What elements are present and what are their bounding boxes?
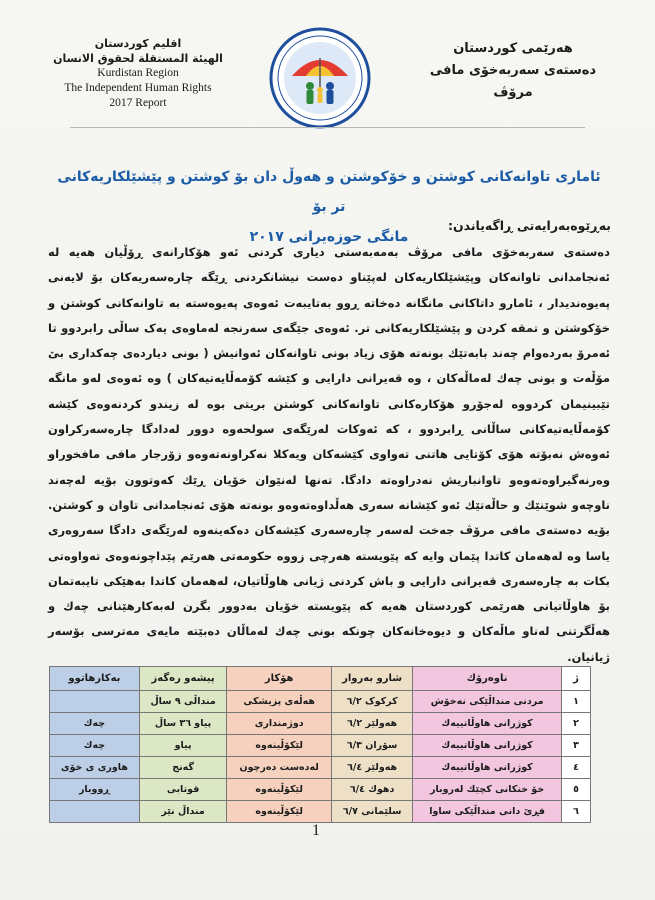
header-commission-english: The Independent Human Rights <box>64 82 212 94</box>
cell-reason: دوژمنداری <box>227 713 332 735</box>
cell-city-date: سۆران ٦/٣ <box>332 735 413 757</box>
cell-victim: قوتابی <box>139 779 227 801</box>
cell-means <box>50 691 140 713</box>
cell-city-date: دهوك ٦/٤ <box>332 779 413 801</box>
header-incident: ناوەرۆك <box>413 667 562 691</box>
cell-victim: منداڵ نێر <box>139 801 227 823</box>
cell-incident: مردنی منداڵێکی نەخۆش <box>413 691 562 713</box>
header-commission-arabic: الهيئة المستقلة لحقوق الانسان <box>53 52 223 65</box>
cell-reason: لێکۆڵینەوە <box>227 801 332 823</box>
commission-logo-icon <box>268 26 372 130</box>
cell-index: ٢ <box>562 713 591 735</box>
cell-victim: منداڵی ٩ ساڵ <box>139 691 227 713</box>
salutation: بەڕێوەبەرایەتی ڕاگەیاندن: <box>447 218 611 233</box>
cell-incident: کوژرانی هاوڵاتییەك <box>413 713 562 735</box>
cell-index: ٥ <box>562 779 591 801</box>
document-title-line-1: ئاماری تاوانەکانی کوشتن و خۆکوشتن و هەوڵ دان بۆ کوشتن و پێشێلکاریەکانی تر بۆ <box>57 169 601 215</box>
cell-reason: هەڵەی پزیشکی <box>227 691 332 713</box>
header-means: بەکارهاتوو <box>50 667 140 691</box>
table-row <box>50 735 591 757</box>
cell-incident: کوژرانی هاوڵاتییەك <box>413 735 562 757</box>
header-reason: هۆکار <box>227 667 332 691</box>
cell-index: ٣ <box>562 735 591 757</box>
header-commission-kurdish: دەستەی سەربەخۆی مافی مرۆڤ <box>429 63 597 100</box>
table-row <box>50 779 591 801</box>
table-row <box>50 713 591 735</box>
cell-city-date: هەولێر ٦/٤ <box>332 757 413 779</box>
table-row <box>50 801 591 823</box>
cell-means: هاوری ی خۆی <box>50 757 140 779</box>
document-title <box>55 162 603 252</box>
page-number: 1 <box>312 822 320 839</box>
cell-city-date: سلێمانی ٦/٧ <box>332 801 413 823</box>
cell-incident: خۆ خنکانی کچێك لەروبار <box>413 779 562 801</box>
cell-incident: کوژرانی هاوڵاتییەك <box>413 757 562 779</box>
header-divider <box>70 127 585 128</box>
cell-reason: لەدەست دەرچون <box>227 757 332 779</box>
cell-reason: لێکۆڵینەوە <box>227 779 332 801</box>
document-title-line-2: مانگی حوزەیرانی ٢٠١٧ <box>249 229 409 245</box>
cell-index: ٦ <box>562 801 591 823</box>
cell-index: ١ <box>562 691 591 713</box>
body-paragraph: دەستەی سەربەخۆی مافی مرۆڤ بەمەبەستی دیاری کردنی ئەو هۆکارانەی ڕۆڵیان هەیە لە ئەنجامدانی تاوانەکان وپێشێلکاریەکان لەپێناو دەست نیشانکردنی ڕێگە چارەسەریەکان بۆ لایەنی پەیوەندیدار ، ئامارو داتاکانی مانگانە دەخاتە ڕوو بەتایبەت ئەوەی پەیوەستە بە تاوانەکانی کوشتن و خۆکوشتن و تمقە کردن و پێشێلکاریەکانی تر. ئەوەی جێگەی سەرنجە لەماوەی یەک ساڵی رابردوو تا ئەمرۆ بەردەوام چەند بابەتێك بونەتە هۆی زیاد بونی تاوانەکان ئەوانیش ( بونی دیاردەی چەکداری بێ مۆڵەت و بونی چەك لەماڵەکان ، وە قەیرانی دارایی و کێشە کۆمەڵایەتیەکان ) وە ئەوەی لەو مانگە تێبینیمان کردووە لەجۆرو هۆکارەکانی تاوانەکانی کوشتن بریتی بوە لە زیندو کردنەوەی کێشە کۆمەڵایەتیەکانی ساڵانی ڕابردوو ، کە ئەوکات لەرێگەی سولحەوە دوور لەدادگا چارەسەرکراون ئەوەش نەبۆتە هۆی کۆتایی هاتنی تەواوی کێشەکان ویەکلا نەکراونەتەوەو زۆرجار مافی مافخوراو وەرنەگیراوەتەوەو تاوانباریش نەدراوەتە دادگا. تەنها لەنێوان خۆیان ڕێك کەوتوون بۆیە لەچەند ناوچەو شوێنێك و حاڵەتێك ئەو کێشانە سەری هەڵداوەتەوەو بونەتە هۆی ئەنجامدانی تاوان و کوشتن. بۆیە دەستەی مافی مرۆڤ جەخت لەسەر چارەسەری کێشەکان دەکەینەوە لەرێگەی دادگا سەروەری یاسا وە لەهەمان کاتدا پێمان وایە کە پێویستە هەرچی زووە حکومەتی هەرێم پێداچونەوەی تەواوەتی بکات بە چارەسەری قەیرانی دارایی و باش کردنی ژیانی هاوڵاتیان، لەهەمان کاتدا بەهێکی تایبەتمان بۆ هاوڵاتیانی هەرێمی کوردستان هەیە کە پێویستە خۆیان بەدوور بگرن لەبەکارهێنانی چەك و هەڵگرتنی لەناو ماڵەکان و دیوەخانەکان چونکە بونی چەك لەماڵان دەبێتە مایەی مەترسی بۆسەر ژیانیان. <box>48 245 610 664</box>
cell-means: ڕووبار <box>50 779 140 801</box>
header-city-date: شارو بەروار <box>332 667 413 691</box>
cell-incident: فڕێ دانی منداڵێکی ساوا <box>413 801 562 823</box>
header-report-year: 2017 Report <box>109 97 167 109</box>
table-row <box>50 691 591 713</box>
header-region-kurdish: هەرێمی کوردستان <box>453 41 573 56</box>
cell-means: چەك <box>50 735 140 757</box>
cell-reason: لێکۆڵینەوە <box>227 735 332 757</box>
cell-index: ٤ <box>562 757 591 779</box>
cell-victim: پیاو ٣٦ ساڵ <box>139 713 227 735</box>
header-kurdish <box>413 38 613 104</box>
header-arabic-english <box>38 36 238 111</box>
table-row <box>50 757 591 779</box>
cell-means: چەك <box>50 713 140 735</box>
table-header-row <box>50 667 591 691</box>
header-region-arabic: اقليم كوردستان <box>94 37 182 50</box>
header-victim: پیشەو رەگەز <box>139 667 227 691</box>
cell-city-date: کرکوک ٦/٢ <box>332 691 413 713</box>
cell-victim: پیاو <box>139 735 227 757</box>
header-region-english: Kurdistan Region <box>97 67 179 79</box>
incident-table <box>49 666 591 823</box>
header-index: ژ <box>562 667 591 691</box>
cell-city-date: هەولێر ٦/٢ <box>332 713 413 735</box>
cell-means <box>50 801 140 823</box>
cell-victim: گەنج <box>139 757 227 779</box>
